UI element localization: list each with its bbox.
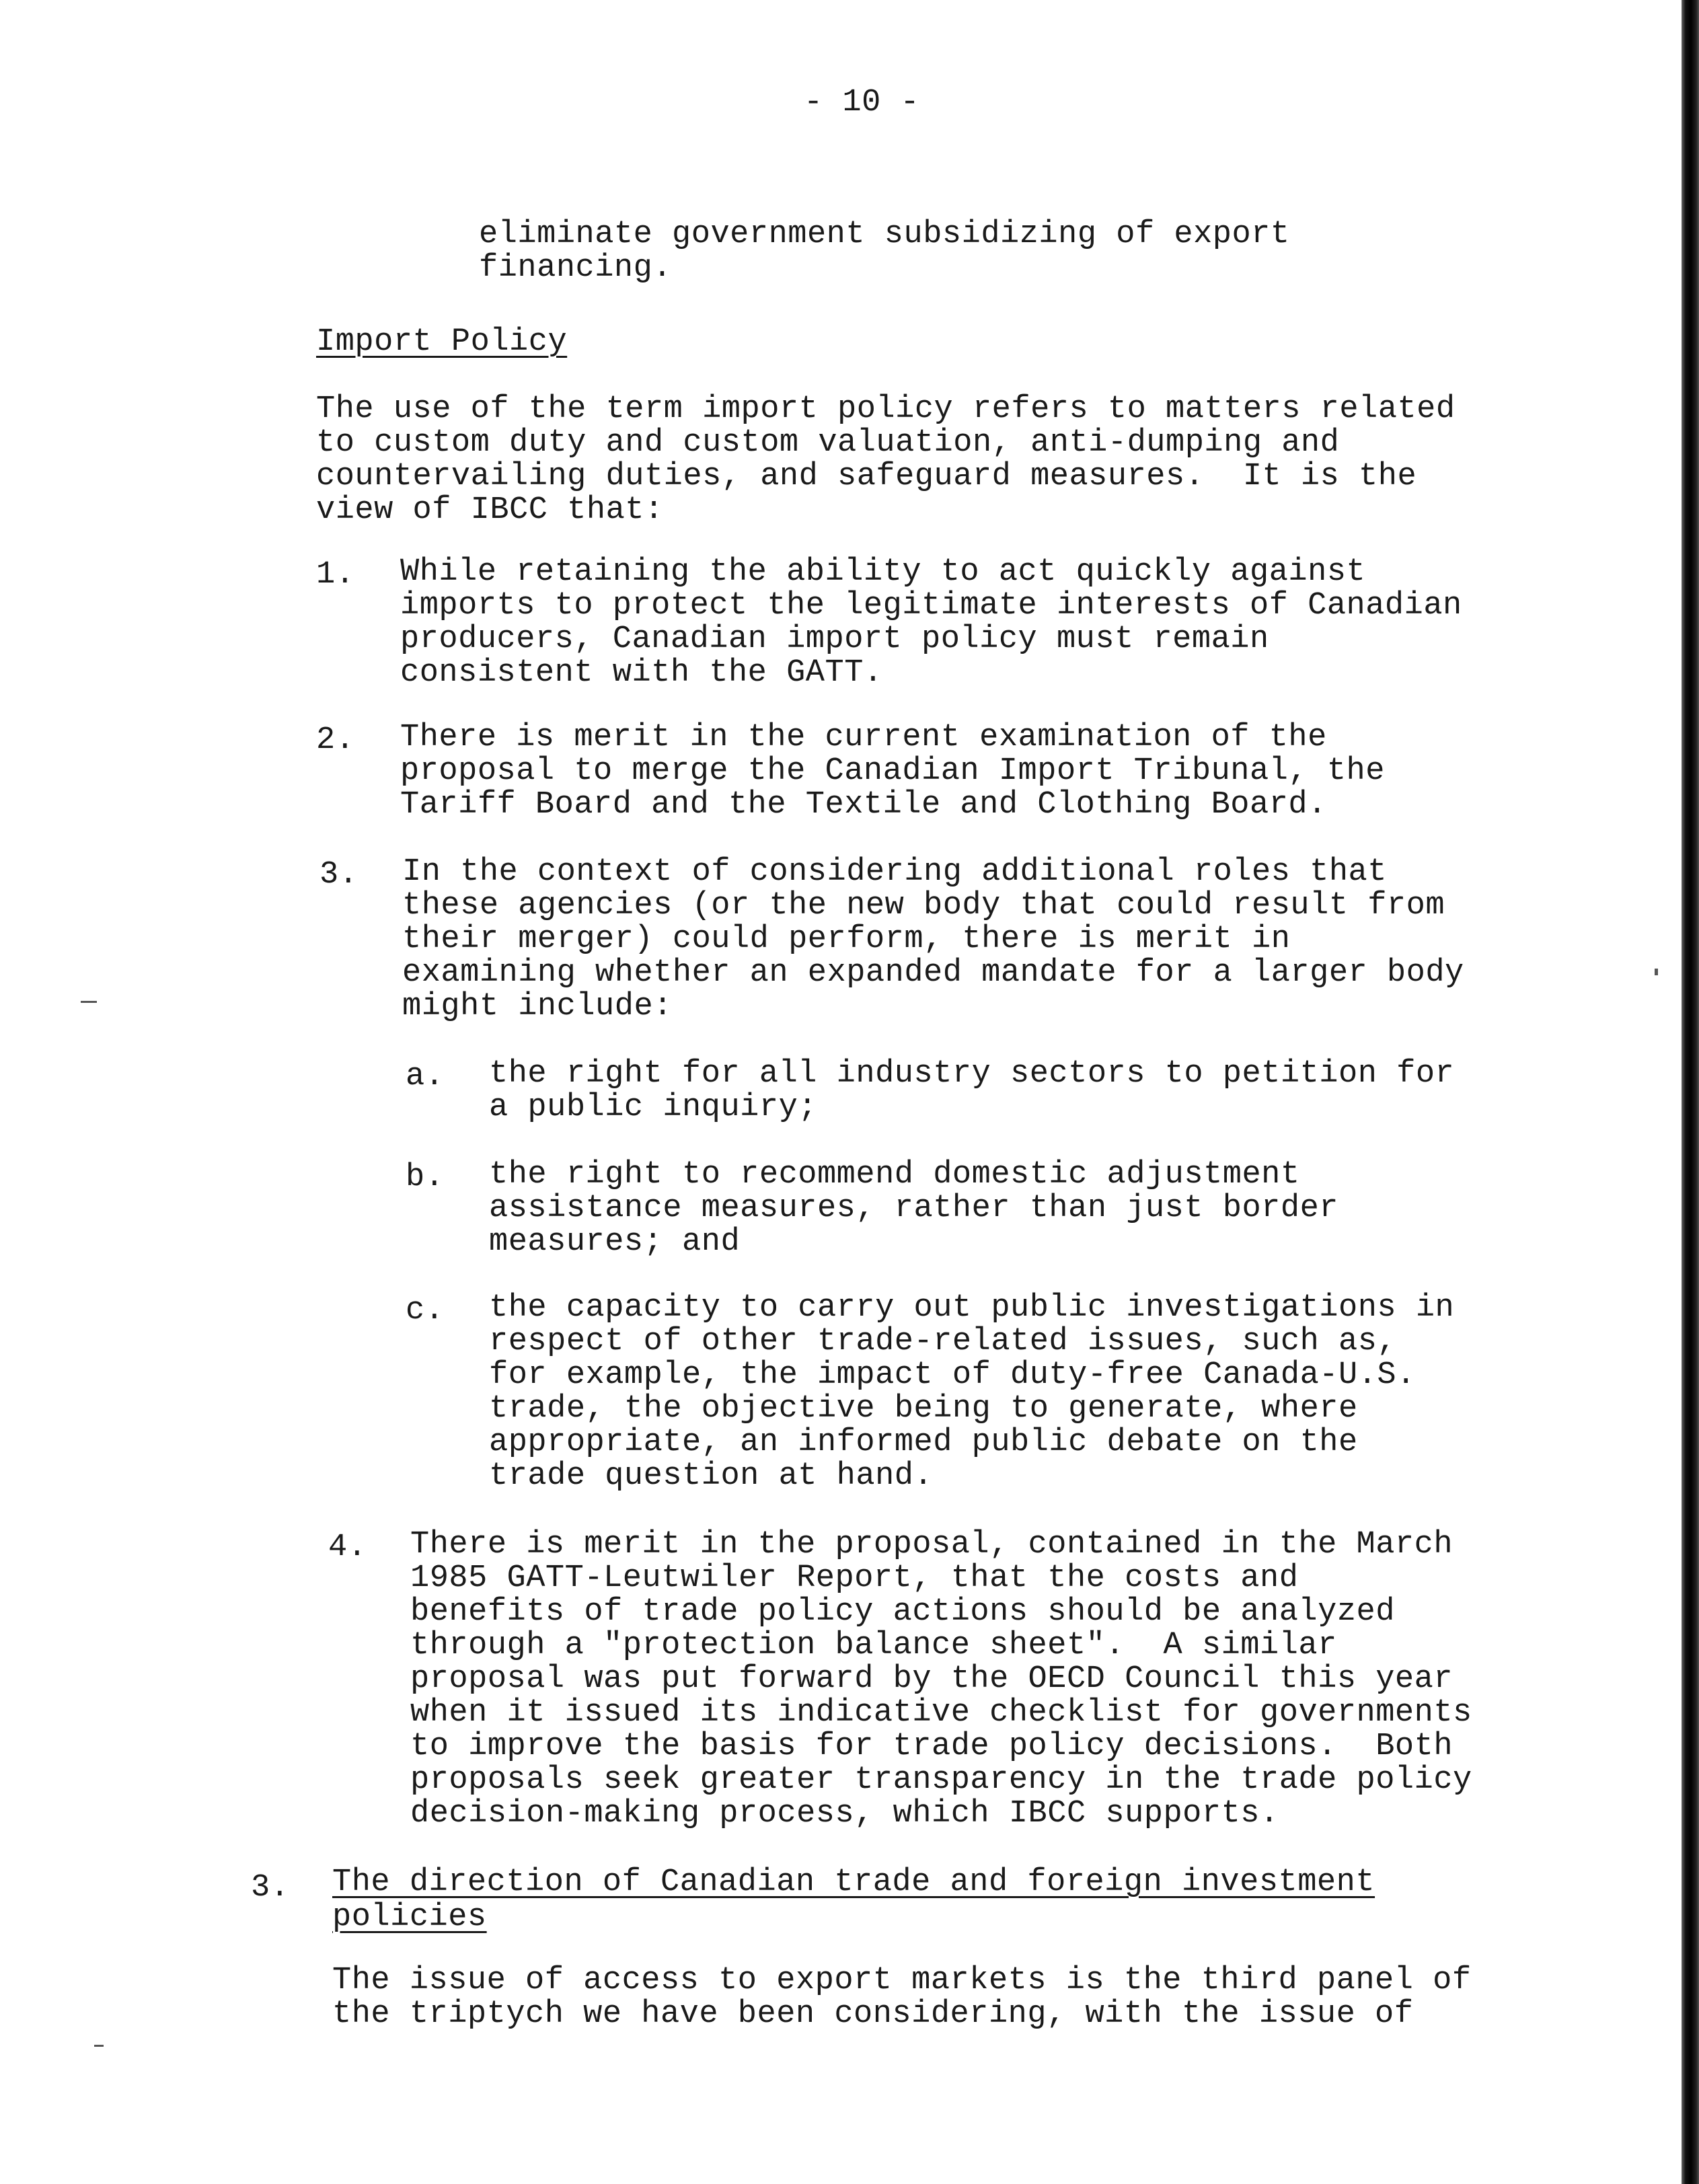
intro-line-2: to custom duty and custom valuation, anti-dumping and (316, 425, 1340, 461)
item-4-line-2: 1985 GATT-Leutwiler Report, that the costs and (410, 1560, 1299, 1596)
item-1-line-1: While retaining the ability to act quickly against (400, 554, 1366, 590)
subitem-c-letter: c. (406, 1293, 445, 1328)
item-2-line-1: There is merit in the current examination of the (400, 720, 1327, 755)
item-1-line-3: producers, Canadian import policy must remain (400, 622, 1269, 657)
continuation-line-1: eliminate government subsidizing of export (479, 217, 1290, 252)
item-1-number: 1. (316, 557, 355, 593)
item-4-line-7: to improve the basis for trade policy decisions. Both (410, 1729, 1453, 1764)
item-4-number: 4. (328, 1530, 367, 1565)
item-2-number: 2. (316, 722, 355, 758)
item-3-number: 3. (319, 857, 358, 893)
item-1-line-2: imports to protect the legitimate interests of Canadian (400, 588, 1462, 624)
section-3-heading-line-1: The direction of Canadian trade and foreign investment (332, 1865, 1375, 1900)
scan-edge-bar (1682, 0, 1699, 2184)
item-2-line-2: proposal to merge the Canadian Import Tribunal, the (400, 753, 1385, 789)
section-3-body-line-2: the triptych we have been considering, with the issue of (332, 1996, 1414, 2032)
item-4-line-6: when it issued its indicative checklist for governments (410, 1695, 1472, 1731)
intro-line-3: countervailing duties, and safeguard measures. It is the (316, 459, 1417, 494)
scan-speck (1655, 969, 1658, 975)
item-4-line-5: proposal was put forward by the OECD Council this year (410, 1661, 1453, 1697)
item-2-line-3: Tariff Board and the Textile and Clothing Board. (400, 787, 1327, 823)
intro-line-4: view of IBCC that: (316, 492, 664, 528)
item-4-line-4: through a "protection balance sheet". A similar (410, 1628, 1337, 1663)
subitem-c-line-1: the capacity to carry out public investigations in (489, 1290, 1455, 1326)
item-4-line-1: There is merit in the proposal, contained in the March (410, 1527, 1453, 1562)
subitem-c-line-2: respect of other trade-related issues, such as, (489, 1324, 1397, 1359)
subitem-c-line-3: for example, the impact of duty-free Canada-U.S. (489, 1357, 1416, 1393)
subitem-b-line-2: assistance measures, rather than just border (489, 1191, 1339, 1226)
subitem-b-line-1: the right to recommend domestic adjustment (489, 1157, 1300, 1193)
item-1-line-4: consistent with the GATT. (400, 655, 883, 691)
subitem-b-line-3: measures; and (489, 1224, 741, 1260)
intro-line-1: The use of the term import policy refers to matters related (316, 391, 1456, 427)
import-policy-heading: Import Policy (316, 324, 568, 360)
item-4-line-9: decision-making process, which IBCC supports. (410, 1796, 1279, 1832)
item-3-line-5: might include: (402, 989, 673, 1024)
item-4-line-8: proposals seek greater transparency in the trade policy (410, 1762, 1472, 1798)
subitem-c-line-4: trade, the objective being to generate, where (489, 1391, 1358, 1427)
section-3-body-line-1: The issue of access to export markets is the third panel of (332, 1963, 1472, 1998)
subitem-b-letter: b. (406, 1160, 445, 1195)
subitem-c-line-5: appropriate, an informed public debate on the (489, 1425, 1358, 1460)
item-3-line-3: their merger) could perform, there is merit in (402, 921, 1291, 957)
item-3-line-1: In the context of considering additional roles that (402, 854, 1387, 890)
page-number: - 10 - (804, 85, 920, 120)
item-3-line-4: examining whether an expanded mandate for a larger body (402, 955, 1464, 991)
scan-speck (81, 1001, 97, 1003)
subitem-c-line-6: trade question at hand. (489, 1458, 934, 1494)
subitem-a-line-2: a public inquiry; (489, 1090, 817, 1125)
subitem-a-letter: a. (406, 1059, 445, 1094)
subitem-a-line-1: the right for all industry sectors to petition for (489, 1056, 1455, 1092)
item-3-line-2: these agencies (or the new body that could result from (402, 888, 1445, 924)
continuation-line-2: financing. (479, 250, 673, 286)
scan-speck (94, 2045, 104, 2047)
section-3-number: 3. (251, 1870, 290, 1906)
section-3-heading-line-2: policies (332, 1899, 487, 1935)
item-4-line-3: benefits of trade policy actions should be analyzed (410, 1594, 1395, 1630)
